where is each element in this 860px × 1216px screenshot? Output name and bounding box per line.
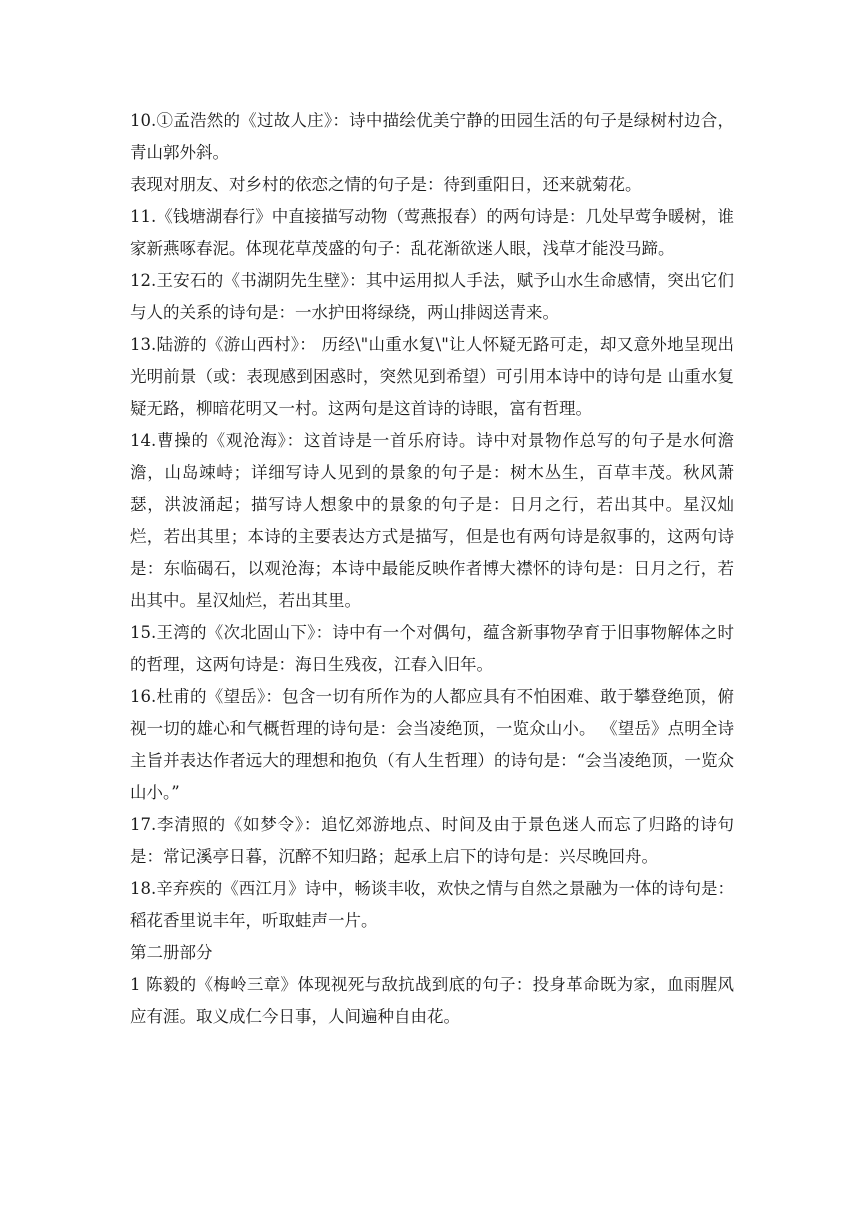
paragraph-q16: 16.杜甫的《望岳》：包含一切有所作为的人都应具有不怕困难、敢于攀登绝顶，俯视一切的雄心和气概哲理的诗句是：会当凌绝顶，一览众山小。 《望岳》点明全诗主旨并表达作者远大的理想和抱负（有人生哲理）的诗句是：“会当凌绝顶，一览众山小。” bbox=[130, 687, 734, 802]
paragraph-q14: 14.曹操的《观沧海》：这首诗是一首乐府诗。诗中对景物作总写的句子是水何澹澹，山岛竦峙；详细写诗人见到的景象的句子是：树木丛生，百草丰茂。秋风萧瑟，洪波涌起；描写诗人想象中的景象的句子是：日月之行，若出其中。星汉灿烂，若出其里；本诗的主要表达方式是描写，但是也有两句诗是叙事的，这两句诗是：东临碣石，以观沧海；本诗中最能反映作者博大襟怀的诗句是：日月之行，若出其中。星汉灿烂，若出其里。 bbox=[130, 431, 734, 610]
paragraph-q11: 11.《钱塘湖春行》中直接描写动物（莺燕报春）的两句诗是：几处早莺争暖树，谁家新燕啄春泥。体现花草茂盛的句子：乱花渐欲迷人眼，浅草才能没马蹄。 bbox=[130, 207, 734, 258]
paragraph-q15: 15.王湾的《次北固山下》：诗中有一个对偶句，蕴含新事物孕育于旧事物解体之时的哲理，这两句诗是：海日生残夜，江春入旧年。 bbox=[130, 623, 734, 674]
paragraph-q13: 13.陆游的《游山西村》： 历经\"山重水复\"让人怀疑无路可走，却又意外地呈现出光明前景（或：表现感到困惑时，突然见到希望）可引用本诗中的诗句是 山重水复疑无路，柳暗花明又一村。这两句是这首诗的诗眼，富有哲理。 bbox=[130, 335, 734, 418]
paragraph-book-two-q1: 1 陈毅的《梅岭三章》体现视死与敌抗战到底的句子：投身革命既为家，血雨腥风应有涯。取义成仁今日事，人间遍种自由花。 bbox=[130, 975, 734, 1026]
paragraph-q12: 12.王安石的《书湖阴先生壁》：其中运用拟人手法，赋予山水生命感情，突出它们与人的关系的诗句是：一水护田将绿绕，两山排闼送青来。 bbox=[130, 271, 734, 322]
paragraph-q10-continued: 表现对朋友、对乡村的依恋之情的句子是：待到重阳日，还来就菊花。 bbox=[130, 175, 642, 194]
paragraph-q18: 18.辛弃疾的《西江月》诗中，畅谈丰收，欢快之情与自然之景融为一体的诗句是：稻花香里说丰年，听取蛙声一片。 bbox=[130, 879, 734, 930]
paragraph-q10: 10.①孟浩然的《过故人庄》：诗中描绘优美宁静的田园生活的句子是绿树村边合，青山郭外斜。 bbox=[130, 111, 734, 162]
paragraph-q17: 17.李清照的《如梦令》：追忆郊游地点、时间及由于景色迷人而忘了归路的诗句是：常记溪亭日暮，沉醉不知归路；起承上启下的诗句是：兴尽晚回舟。 bbox=[130, 815, 734, 866]
section-heading-book-two: 第二册部分 bbox=[130, 943, 213, 962]
document-body bbox=[130, 105, 734, 1033]
